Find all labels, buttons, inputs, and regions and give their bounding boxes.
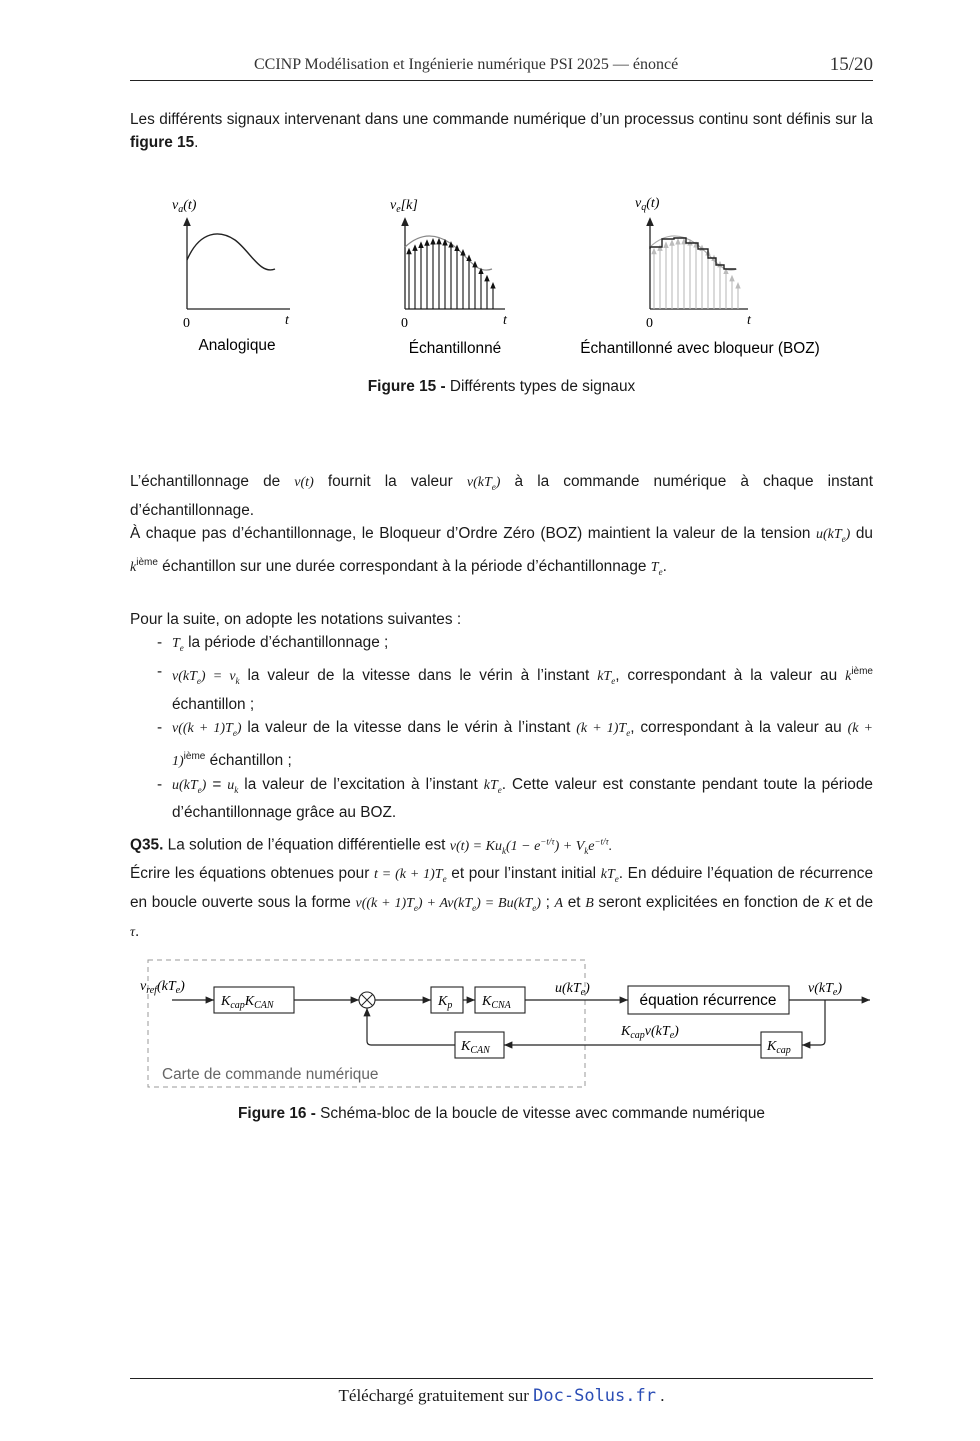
text: et de [833,894,874,912]
list-item: - $v((k + 1)T_e)$ la valeur de la vitesse dans le vérin à l’instant $(k + 1)T_e$, correspondant à la valeur au $(k + 1)^{ième}$ échantillon ; [157,718,873,769]
footer-divider [130,1378,873,1379]
superscript: ième [136,556,158,568]
figure-16-block-diagram [130,955,873,1095]
math-vt: v(t) [294,475,314,490]
plot-sampled-origin: 0 [401,316,408,331]
text: échantillon sur une durée correspondant à la période d’échantillonnage [157,557,651,575]
output-label: $v(kT_e)$ [808,981,843,998]
page-number: 15/20 [829,54,873,75]
footer [130,1386,873,1406]
figure-16-caption [130,1105,873,1123]
plot-zoh [635,196,752,331]
plot-zoh-xlabel: t [747,313,751,328]
text: L’échantillonnage de [130,473,295,490]
plot-zoh-ylabel: $v_q(t)$ [635,196,660,213]
notations-list [130,631,873,824]
math-solution: $v(t) = Ku_k(1 - e^{-t/\tau}) + V_ke^{-t/\tau}$. [449,836,613,856]
text: ; [540,894,555,912]
plot-zoh-origin: 0 [646,316,653,331]
figure-15-caption [130,378,873,396]
control-card-label: Carte de commande numérique [162,1066,379,1083]
question-label: Q35. [130,836,164,854]
plot-analog-ylabel: $v_a(t)$ [172,198,197,215]
list-item: - $v(kT_e) = v_k$ la valeur de la vitesse dans le vérin à l’instant $kT_e$, correspondant à la valeur au $k^{ième}$ échantillon ; [157,662,873,713]
block-kcap-label: $K_{cap}$ [767,1039,791,1056]
header-title: CCINP Modélisation et Ingénierie numérique PSI 2025 — énoncé [254,56,679,73]
text: . [662,557,667,575]
sampled-envelope [405,236,492,270]
text: à la commande numérique à chaque instant d’échantillonnage. [130,473,873,519]
block-kcan-feedback-label: $K_{CAN}$ [461,1039,490,1056]
figure-16-label: Figure 16 - [238,1105,316,1122]
plot-zoh-caption: Échantillonné avec bloqueur (BOZ) [580,340,820,357]
plot-sampled-caption: Échantillonné [408,340,502,357]
text: Écrire les équations obtenues pour [130,865,374,883]
feedback-label: $K_{cap}v(kT_e)$ [621,1024,679,1041]
text: À chaque pas d’échantillonnage, le Bloqueur d’Ordre Zéro (BOZ) maintient la valeur de la tension [130,524,816,542]
math-ukte: $u(kT_e)$ [816,526,851,544]
block-kcap-kcan-label: $K_{cap}K_{CAN}$ [221,994,274,1011]
plot-sampled-xlabel: t [503,313,507,328]
zoh-staircase [650,238,736,269]
text: . En déduire l’équation de récurrence en boucle ouverte sous la forme [130,865,874,912]
block-recurrence-label: équation récurrence [639,992,777,1009]
sampling-paragraph [130,470,873,584]
text: fournit la valeur [313,473,467,490]
list-item: - $T_e$ la période d’échantillonnage ; [157,634,389,653]
plot-analog-xlabel: t [285,313,289,328]
plot-sampled [390,198,508,331]
figure-15-signals [130,185,873,360]
question-line-1 [130,830,873,862]
text: et [563,894,586,912]
sampling-p2 [130,522,873,584]
list-item: - $u(kT_e) = u_k$ la valeur de l’excitation à l’instant $kT_e$. Cette valeur est constante pendant toute la période d’échantillonnage grâce au BOZ. [157,775,873,822]
intro-text: Les différents signaux intervenant dans une commande numérique d’un processus continu sont définis sur la [130,111,873,128]
figure-reference: figure 15 [130,134,195,151]
math-te: $T_e$ [650,559,663,577]
footer-text: Téléchargé gratuitement sur [338,1386,534,1405]
figure-15-label: Figure 15 - [367,378,446,395]
analog-curve [187,234,275,270]
question-q35 [130,830,873,944]
sampling-p1 [130,470,873,522]
plot-analog [172,198,290,331]
text: et pour l’instant initial [446,865,601,883]
math-vkte: $v(kT_e)$ [466,475,501,492]
feedback-branch [802,1000,825,1045]
plot-analog-origin: 0 [183,316,190,331]
plot-sampled-ylabel: $v_e[k]$ [390,198,418,215]
text: seront explicitées en fonction de [593,894,825,912]
block-kcna-label: $K_{CNA}$ [482,994,511,1011]
signal-u-label: $u(kT_e)$ [555,981,590,998]
footer-end: . [655,1386,665,1405]
figure-15-text: Différents types de signaux [445,378,636,395]
intro-paragraph [130,108,873,154]
zoh-sample-arrows [654,241,738,309]
figure-16-text: Schéma-bloc de la boucle de vitesse avec commande numérique [315,1105,765,1122]
input-label: $v_{ref}(kT_e)$ [140,979,185,996]
text: du [850,524,873,542]
notations-section [130,608,873,824]
intro-end: . [194,134,199,151]
plot-analog-caption: Analogique [198,337,276,354]
text: La solution de l’équation différentielle est [163,836,450,854]
block-kp-label: $K_p$ [438,994,453,1011]
text: . [135,923,140,941]
math-k: k [130,559,137,575]
footer-link[interactable]: Doc-Solus.fr [533,1386,656,1406]
page-header [130,54,873,81]
sample-arrows [409,241,493,309]
notations-intro: Pour la suite, on adopte les notations suivantes : [130,611,462,628]
question-line-2: Écrire les équations obtenues pour $t = (k + 1)T_e$ et pour l’instant initial $kT_e$. En déduire l’équation de récurrence en boucle ouverte sous la forme $v((k + 1)T_e) + Av(kT_e) = Bu(kT_e)$ ; A et B seront explicitées en fonction de K et de τ. [130,865,874,941]
